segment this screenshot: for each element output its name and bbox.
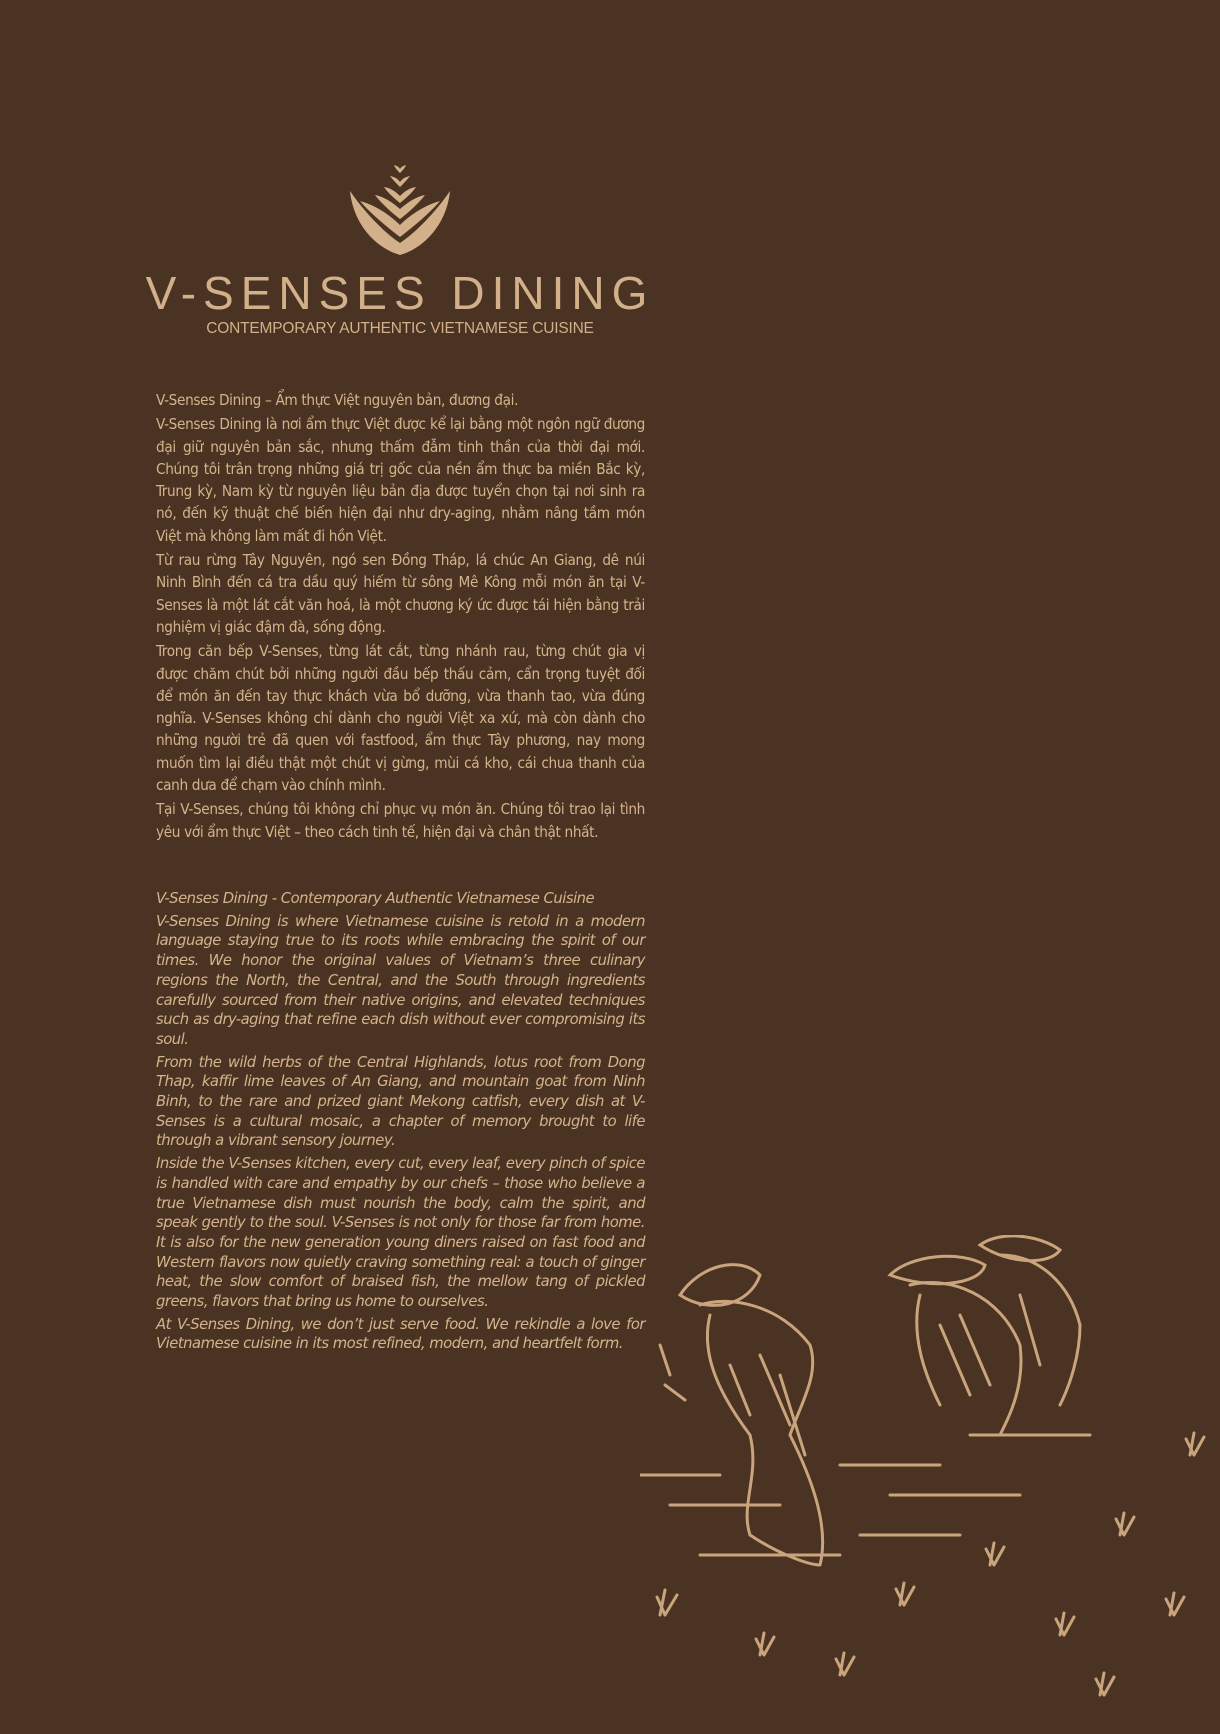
en-paragraph: At V-Senses Dining, we don’t just serve food. We rekindle a love for Vietnamese cuisine in its most refined, modern, and heartfelt form. — [156, 1315, 645, 1353]
brand-tagline: CONTEMPORARY AUTHENTIC VIETNAMESE CUISINE — [206, 320, 594, 337]
en-paragraph: Inside the V-Senses kitchen, every cut, every leaf, every pinch of spice is handled with care and empathy by our chefs – those who believe a true Vietnamese dish must nourish the body, calm the spirit, and speak gently to the soul. V-Senses is not only for those far from home. It is also for the new generation young diners raised on fast food and Western flavors now quietly craving something real: a touch of ginger heat, the slow comfort of braised fish, the mellow tang of pickled greens, flavors that bring us home to ourselves. — [156, 1155, 645, 1311]
brand-name: V-SENSES DINING — [145, 267, 655, 319]
vn-paragraph: Trong căn bếp V-Senses, từng lát cắt, từng nhánh rau, từng chút gia vị được chăm chút bởi những người đầu bếp thấu cảm, cẩn trọng tuyệt đối để món ăn đến tay thực khách vừa bổ dưỡng, vừa thanh tao, vừa đúng nghĩa. V-Senses không chỉ dành cho người Việt xa xứ, mà còn dành cho những người trẻ đã quen với fastfood, ẩm thực Tây phương, nay mong muốn tìm lại điều thật một chút vị gừng, mùi cá kho, cái chua thanh của canh dưa để chạm vào chính mình. — [156, 642, 645, 795]
rice-farmers-sketch-illustration — [640, 1235, 1220, 1715]
en-paragraph: V-Senses Dining is where Vietnamese cuisine is retold in a modern language staying true to its roots while embracing the spirit of our times. We honor the original values of Vietnam’s three culinary regions the North, the Central, and the South through ingredients carefully sourced from their native origins, and elevated techniques such as dry-aging that refine each dish without ever compromising its soul. — [156, 912, 645, 1048]
lotus-leaf-logo-icon — [345, 163, 455, 255]
en-heading: V-Senses Dining - Contemporary Authentic Vietnamese Cuisine — [156, 890, 595, 907]
en-paragraph: From the wild herbs of the Central Highlands, lotus root from Dong Thap, kaffir lime leaves of An Giang, and mountain goat from Ninh Binh, to the rare and prized giant Mekong catfish, every dish at V-Senses is a cultural mosaic, a chapter of memory brought to life through a vibrant sensory journey. — [156, 1053, 645, 1150]
vn-paragraph: Tại V-Senses, chúng tôi không chỉ phục vụ món ăn. Chúng tôi trao lại tình yêu với ẩm thực Việt – theo cách tinh tế, hiện đại và chân thật nhất. — [156, 800, 645, 841]
vn-paragraph: V-Senses Dining là nơi ẩm thực Việt được kể lại bằng một ngôn ngữ đương đại giữ nguyên bản sắc, nhưng thấm đẫm tinh thần của thời đại mới. Chúng tôi trân trọng những giá trị gốc của nền ẩm thực ba miền Bắc kỳ, Trung kỳ, Nam kỳ từ nguyên liệu bản địa được tuyển chọn tại nơi sinh ra nó, đến kỹ thuật chế biến hiện đại như dry-aging, nhằm nâng tầm món Việt mà không làm mất đi hồn Việt. — [156, 415, 645, 545]
vietnamese-intro — [156, 389, 645, 845]
vn-heading: V-Senses Dining – Ẩm thực Việt nguyên bản, đương đại. — [156, 391, 519, 409]
vn-paragraph: Từ rau rừng Tây Nguyên, ngó sen Đồng Tháp, lá chúc An Giang, dê núi Ninh Bình đến cá tra dầu quý hiếm từ sông Mê Kông mỗi món ăn tại V-Senses là một lát cắt văn hoá, là một chương ký ức được tái hiện bằng trải nghiệm vị giác đậm đà, sống động. — [156, 551, 645, 636]
english-intro — [156, 889, 645, 1357]
